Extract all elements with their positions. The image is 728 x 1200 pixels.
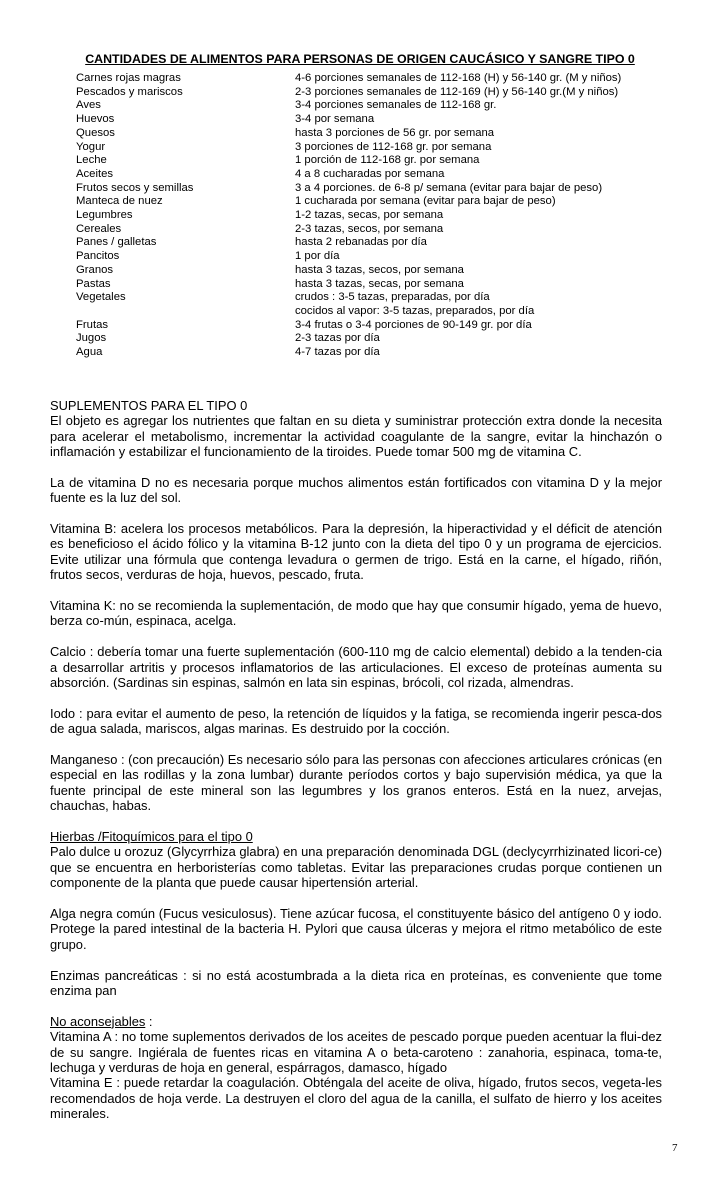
food-name: Cereales bbox=[76, 222, 122, 235]
food-name: Agua bbox=[76, 346, 103, 359]
not-advised-heading: No aconsejables bbox=[50, 1013, 146, 1029]
table-row bbox=[76, 72, 662, 86]
food-name: Quesos bbox=[76, 126, 115, 139]
food-name: Pastas bbox=[76, 277, 111, 290]
table-row bbox=[76, 278, 662, 292]
food-name: Leche bbox=[76, 154, 107, 167]
table-row bbox=[76, 113, 662, 127]
licorice-paragraph: Palo dulce u orozuz (Glycyrrhiza glabra) en una preparación denominada DGL (declycyrrhizinated licori-ce) que se encuentra en herboristerías como tabletas. Evitar las preparaciones crudas porque contienen un componente de la planta que puede causar hipertensión arterial. bbox=[50, 844, 662, 891]
supplements-heading: SUPLEMENTOS PARA EL TIPO 0 bbox=[50, 397, 248, 413]
food-quantities-table bbox=[76, 72, 662, 360]
table-row bbox=[76, 305, 662, 319]
vitamin-k-paragraph: Vitamina K: no se recomienda la suplementación, de modo que hay que consumir hígado, yema de huevo, berza co-mún, espinaca, acelga. bbox=[50, 598, 662, 629]
table-row bbox=[76, 141, 662, 155]
table-row bbox=[76, 99, 662, 113]
food-name: Frutos secos y semillas bbox=[76, 181, 194, 194]
table-row bbox=[76, 264, 662, 278]
food-amount: hasta 3 tazas, secas, por semana bbox=[295, 277, 464, 290]
food-amount: 3 porciones de 112-168 gr. por semana bbox=[295, 140, 492, 153]
food-name: Jugos bbox=[76, 332, 107, 345]
supplements-intro: El objeto es agregar los nutrientes que faltan en su dieta y suministrar protección extra donde la necesita para acelerar el metabolismo, incrementar la actividad coagulante de la sangre, evitar la hinchazón o inflamación y estabilizar el funcionamiento de la tiroides. Puede tomar 500 mg de vitamina C. bbox=[50, 413, 662, 459]
vitamin-e-paragraph: Vitamina E : puede retardar la coagulación. Obténgala del aceite de oliva, hígado, frutos secos, vegeta-les recomendados de hoja verde. La destruyen el cloro del agua de la canilla, el sulfato de hierro y los aceites minerales. bbox=[50, 1075, 662, 1122]
food-amount: hasta 3 tazas, secos, por semana bbox=[295, 263, 464, 276]
food-name bbox=[76, 305, 295, 319]
food-amount: hasta 3 porciones de 56 gr. por semana bbox=[295, 126, 495, 139]
table-row bbox=[76, 236, 662, 250]
vitamin-b-paragraph: Vitamina B: acelera los procesos metabólicos. Para la depresión, la hiperactividad y el déficit de atención es beneficioso el ácido fólico y la vitamina B-12 junto con la dieta del tipo 0 y un programa de ejercicios. Evite utilizar una fórmula que contenga levadura o germen de trigo. Está en la carne, el hígado, riñón, frutos secos, verduras de hoja, huevos, pescado, fruta. bbox=[50, 520, 662, 583]
food-name: Panes / galletas bbox=[76, 236, 157, 249]
food-amount: 2-3 tazas por día bbox=[295, 332, 380, 345]
table-row bbox=[76, 154, 662, 168]
food-amount: 2-3 tazas, secos, por semana bbox=[295, 222, 444, 235]
food-name: Huevos bbox=[76, 113, 115, 126]
document-page bbox=[50, 52, 662, 1122]
vitamin-a-paragraph: Vitamina A : no tome suplementos derivados de los aceites de pescado porque pueden acentuar la flui-dez de su sangre. Ingiérala de fuentes ricas en vitamina A o beta-caroteno : zanahoria, espinaca, toma-te, lechuga y verduras de hoja en general, espárragos, damasco, hígado bbox=[50, 1029, 662, 1076]
enzymes-paragraph: Enzimas pancreáticas : si no está acostumbrada a la dieta rica en proteínas, es conveniente que tome enzima pan bbox=[50, 967, 662, 999]
food-amount: 1 por día bbox=[295, 250, 340, 263]
food-name: Pancitos bbox=[76, 250, 120, 263]
food-amount: crudos : 3-5 tazas, preparadas, por día bbox=[295, 291, 490, 304]
not-advised-heading-line bbox=[50, 1014, 662, 1029]
table-row bbox=[76, 168, 662, 182]
food-amount: 1 cucharada por semana (evitar para bajar de peso) bbox=[295, 195, 556, 208]
table-row bbox=[76, 223, 662, 237]
table-row bbox=[76, 127, 662, 141]
food-name: Granos bbox=[76, 263, 114, 276]
food-name: Pescados y mariscos bbox=[76, 85, 183, 98]
food-amount: 4 a 8 cucharadas por semana bbox=[295, 167, 445, 180]
food-amount: 3-4 por semana bbox=[295, 113, 375, 126]
herbs-heading: Hierbas /Fitoquímicos para el tipo 0 bbox=[50, 829, 253, 845]
manganese-paragraph: Manganeso : (con precaución) Es necesario sólo para las personas con afecciones articulares crónicas (en especial en las rodillas y la zona lumbar) durante períodos cortos y bajo supervisión médica, ya que la fuente principal de este mineral son las legumbres y los granos enteros. Está en la nuez, arvejas, chauchas, habas. bbox=[50, 752, 662, 814]
food-amount: hasta 2 rebanadas por día bbox=[295, 236, 427, 249]
food-amount: 3-4 frutas o 3-4 porciones de 90-149 gr. por día bbox=[295, 318, 532, 331]
food-amount: cocidos al vapor: 3-5 tazas, preparados, por día bbox=[295, 304, 535, 317]
food-name: Legumbres bbox=[76, 209, 133, 222]
food-amount: 4-6 porciones semanales de 112-168 (H) y 56-140 gr. (M y niños) bbox=[295, 72, 622, 84]
table-row bbox=[76, 195, 662, 209]
kelp-paragraph: Alga negra común (Fucus vesiculosus). Tiene azúcar fucosa, el constituyente básico del antígeno 0 y iodo. Protege la pared intestinal de la bacteria H. Pylori que causa úlceras y mejora el ritmo metabólico de este grupo. bbox=[50, 906, 662, 952]
not-advised-heading-suffix: : bbox=[145, 1013, 153, 1029]
food-name: Aceites bbox=[76, 167, 114, 180]
table-row bbox=[76, 250, 662, 264]
calcium-paragraph: Calcio : debería tomar una fuerte suplementación (600-110 mg de calcio elemental) debido a la tenden-cia a desarrollar artritis y procesos inflamatorios de las articulaciones. El exceso de proteínas aumenta su absorción. (Sardinas sin espinas, salmón en lata sin espinas, brócoli, col rizada, almendras. bbox=[50, 644, 662, 691]
table-row bbox=[76, 319, 662, 333]
food-name: Frutas bbox=[76, 318, 109, 331]
vitamin-d-paragraph: La de vitamina D no es necesaria porque muchos alimentos están fortificados con vitamina D y la mejor fuente es la luz del sol. bbox=[50, 474, 662, 506]
food-amount: 3 a 4 porciones. de 6-8 p/ semana (evitar para bajar de peso) bbox=[295, 181, 603, 194]
table-row bbox=[76, 332, 662, 346]
table-row bbox=[76, 86, 662, 100]
food-amount: 1-2 tazas, secas, por semana bbox=[295, 209, 444, 222]
food-name: Yogur bbox=[76, 140, 106, 153]
food-name: Manteca de nuez bbox=[76, 195, 163, 208]
table-row bbox=[76, 209, 662, 223]
table-title: CANTIDADES DE ALIMENTOS PARA PERSONAS DE ORIGEN CAUCÁSICO Y SANGRE TIPO 0 bbox=[85, 52, 635, 66]
table-row bbox=[76, 291, 662, 305]
food-name: Carnes rojas magras bbox=[76, 72, 181, 84]
food-name: Aves bbox=[76, 99, 101, 112]
food-amount: 3-4 porciones semanales de 112-168 gr. bbox=[295, 99, 497, 112]
page-number: 7 bbox=[672, 1142, 678, 1154]
food-amount: 1 porción de 112-168 gr. por semana bbox=[295, 154, 480, 167]
supplements-section bbox=[50, 398, 662, 1122]
table-row bbox=[76, 346, 662, 360]
food-amount: 4-7 tazas por día bbox=[295, 346, 380, 359]
iodine-paragraph: Iodo : para evitar el aumento de peso, la retención de líquidos y la fatiga, se recomienda ingerir pesca-dos de agua salada, mariscos, algas marinas. Es destruido por la cocción. bbox=[50, 705, 662, 737]
table-row bbox=[76, 182, 662, 196]
food-amount: 2-3 porciones semanales de 112-169 (H) y 56-140 gr.(M y niños) bbox=[295, 85, 619, 98]
food-name: Vegetales bbox=[76, 291, 126, 304]
